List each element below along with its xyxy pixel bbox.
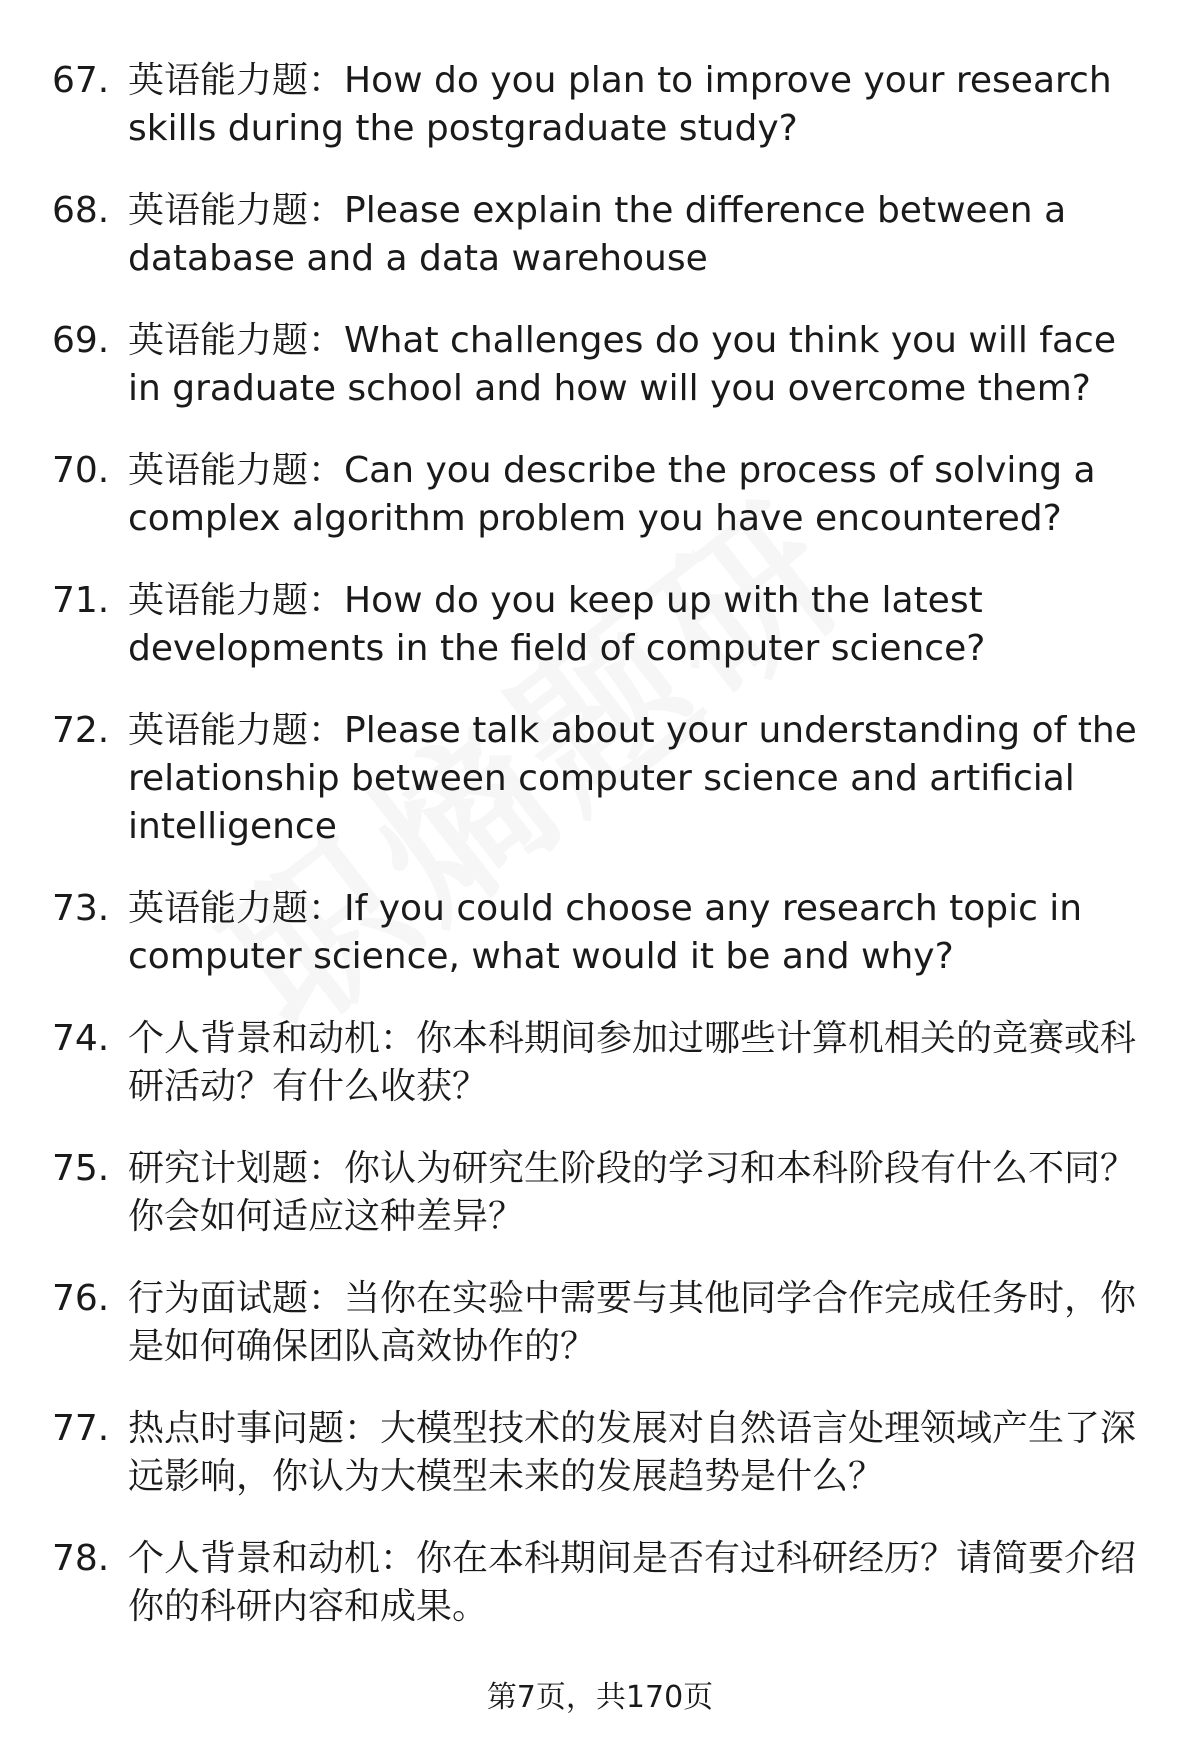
question-number: 74. — [52, 1018, 110, 1059]
question-list — [0, 57, 1200, 1665]
question-number: 69. — [52, 320, 110, 361]
question-item — [0, 885, 1200, 981]
question-item — [0, 57, 1200, 153]
question-item — [0, 187, 1200, 283]
question-item — [0, 1015, 1200, 1111]
question-text: 研究计划题：你认为研究生阶段的学习和本科阶段有什么不同？你会如何适应这种差异？ — [128, 1148, 1137, 1237]
question-item — [0, 577, 1200, 673]
question-number: 71. — [52, 580, 110, 621]
question-item — [0, 1275, 1200, 1371]
question-item — [0, 447, 1200, 543]
question-item — [0, 1145, 1200, 1241]
question-text: 行为面试题：当你在实验中需要与其他同学合作完成任务时，你是如何确保团队高效协作的？ — [128, 1278, 1137, 1367]
question-text: 个人背景和动机：你在本科期间是否有过科研经历？请简要介绍你的科研内容和成果。 — [128, 1538, 1137, 1627]
question-text: 热点时事问题：大模型技术的发展对自然语言处理领域产生了深远影响，你认为大模型未来的发展趋势是什么？ — [128, 1408, 1137, 1497]
question-text: 英语能力题：What challenges do you think you will face in graduate school and how will you overcome them? — [128, 320, 1116, 409]
question-item — [0, 707, 1200, 851]
question-text: 英语能力题：Please talk about your understanding of the relationship between computer science and artificial intelligence — [128, 710, 1137, 847]
question-text: 英语能力题：If you could choose any research topic in computer science, what would it be and why? — [128, 888, 1083, 977]
question-number: 77. — [52, 1408, 110, 1449]
question-item — [0, 1405, 1200, 1501]
question-number: 78. — [52, 1538, 110, 1579]
question-text: 英语能力题：Please explain the difference between a database and a data warehouse — [128, 190, 1067, 279]
question-number: 67. — [52, 60, 110, 101]
question-number: 73. — [52, 888, 110, 929]
question-text: 英语能力题：Can you describe the process of solving a complex algorithm problem you have encountered? — [128, 450, 1096, 539]
page-footer: 第7页，共170页 — [486, 1680, 714, 1715]
question-text: 个人背景和动机：你本科期间参加过哪些计算机相关的竞赛或科研活动？有什么收获？ — [128, 1018, 1137, 1107]
question-number: 76. — [52, 1278, 110, 1319]
question-text: 英语能力题：How do you plan to improve your research skills during the postgraduate study? — [128, 60, 1112, 149]
question-text: 英语能力题：How do you keep up with the latest developments in the field of computer science? — [128, 580, 986, 669]
question-number: 68. — [52, 190, 110, 231]
question-item — [0, 1535, 1200, 1631]
question-item — [0, 317, 1200, 413]
question-number: 70. — [52, 450, 110, 491]
question-number: 75. — [52, 1148, 110, 1189]
question-number: 72. — [52, 710, 110, 751]
